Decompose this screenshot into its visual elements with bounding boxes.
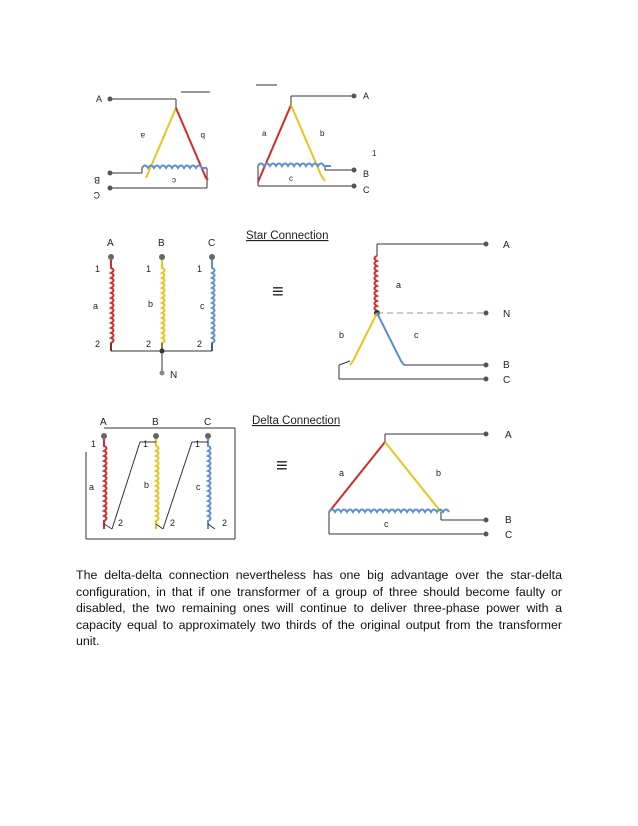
winding-a-coil <box>111 260 114 351</box>
winding-b-label: b <box>320 129 325 138</box>
terminal-c-label: C <box>503 375 511 386</box>
tap-b-1-label: 1 <box>143 439 149 449</box>
terminal-a-label: A <box>96 94 103 104</box>
terminal-a-label: A <box>505 430 512 441</box>
tap-c-2-label: 2 <box>222 518 228 528</box>
tap-c-1-label: 1 <box>195 439 201 449</box>
tap-a-1-label: 1 <box>95 264 101 274</box>
winding-a-label: a <box>140 131 145 140</box>
winding-c-label: c <box>196 482 201 492</box>
star-schematic <box>339 240 510 386</box>
terminal-c-label: C <box>363 185 370 195</box>
delta-windings-diagram <box>86 417 235 539</box>
winding-c-label: c <box>289 174 293 183</box>
winding-a-label: a <box>89 482 95 492</box>
winding-c-label: c <box>414 330 419 340</box>
winding-c-coil <box>142 166 207 169</box>
winding-c-coil <box>258 164 331 167</box>
winding-b-coil <box>156 439 159 529</box>
winding-c-label: c <box>172 176 176 185</box>
tap-b-1-label: 1 <box>146 264 152 274</box>
tap-a-1-label: 1 <box>91 439 97 449</box>
winding-a-coil <box>329 442 385 512</box>
winding-a-label: a <box>339 468 345 478</box>
body-paragraph: The delta-delta connection nevertheless has one big advantage over the star-delta configuration, in that if one transformer of a group of three should become faulty or disabled, the two remaining ones will continue to deliver three-phase power with a capacity equal to approximately two thirds of the original output from the transformer unit. <box>76 568 562 649</box>
column-c-label: C <box>204 417 212 428</box>
winding-c-coil <box>377 313 404 365</box>
winding-b-coil <box>291 105 325 181</box>
column-c-label: C <box>208 238 216 249</box>
tap-b-2-label: 2 <box>146 339 152 349</box>
mark-label: 1 <box>372 149 377 158</box>
top-right-delta-diagram <box>256 85 377 195</box>
winding-b-coil <box>385 442 441 512</box>
winding-a-coil <box>258 105 291 182</box>
winding-c-coil <box>208 439 211 529</box>
winding-b-coil <box>162 260 165 351</box>
column-b-label: B <box>152 417 159 428</box>
star-windings-diagram <box>93 238 215 381</box>
winding-c-coil <box>212 260 215 351</box>
winding-b-label: b <box>339 330 345 340</box>
tap-b-2-label: 2 <box>170 518 176 528</box>
winding-b-label: b <box>200 131 205 140</box>
neutral-label: N <box>170 370 178 381</box>
terminal-b-label: B <box>503 360 510 371</box>
winding-a-label: a <box>262 129 267 138</box>
winding-a-coil <box>104 439 107 529</box>
terminal-a-label: A <box>363 91 370 101</box>
winding-b-label: b <box>148 299 154 309</box>
top-left-delta-diagram <box>93 92 210 200</box>
terminal-b-label: B <box>505 515 512 526</box>
terminal-b-label: B <box>93 175 100 185</box>
star-connection-title: Star Connection <box>246 230 329 242</box>
tap-a-2-label: 2 <box>95 339 101 349</box>
winding-b-coil <box>350 313 377 365</box>
tap-c-2-label: 2 <box>197 339 203 349</box>
winding-a-label: a <box>93 301 99 311</box>
tap-a-2-label: 2 <box>118 518 124 528</box>
terminal-n-label: N <box>503 309 511 320</box>
terminal-c-label: C <box>505 530 513 541</box>
tap-c-1-label: 1 <box>197 264 203 274</box>
winding-b-coil <box>176 108 208 180</box>
terminal-b-label: B <box>363 169 370 179</box>
winding-a-label: a <box>396 280 402 290</box>
column-a-label: A <box>100 417 107 428</box>
column-b-label: B <box>158 238 165 249</box>
delta-connection-title: Delta Connection <box>252 415 341 427</box>
terminal-a-label: A <box>503 240 510 251</box>
winding-c-label: c <box>200 301 205 311</box>
winding-b-label: b <box>144 480 150 490</box>
column-a-label: A <box>107 238 114 249</box>
winding-c-coil <box>329 510 449 513</box>
winding-b-label: b <box>436 468 442 478</box>
terminal-c-label: C <box>93 190 100 200</box>
winding-c-label: c <box>384 519 389 529</box>
star-equivalence-symbol: ≡ <box>272 281 284 303</box>
winding-a-coil <box>375 256 378 314</box>
delta-equivalence-symbol: ≡ <box>276 455 288 477</box>
delta-schematic <box>329 430 512 541</box>
